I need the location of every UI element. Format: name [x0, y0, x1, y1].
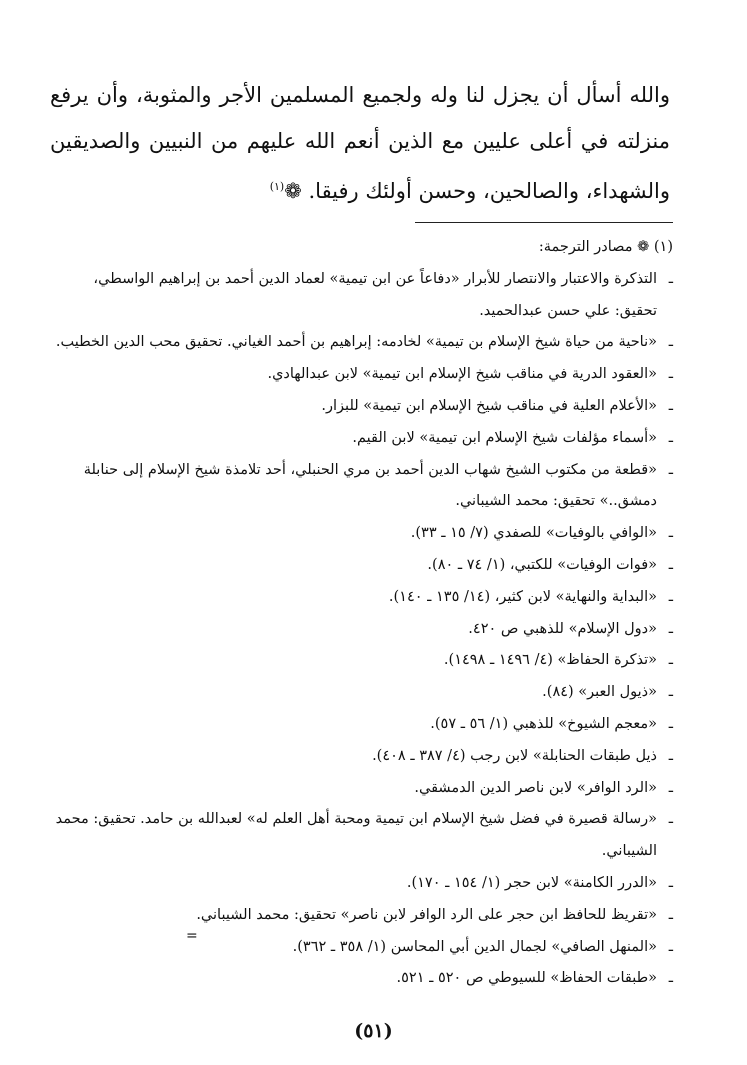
footnote-item: [52, 614, 673, 646]
footnote-item: [52, 868, 673, 900]
footnote-item-text: «دول الإسلام» للذهبي ص ٤٢٠.: [468, 620, 657, 637]
footnote-item: [52, 518, 673, 550]
footnote-item-dash: ـ: [668, 620, 673, 637]
footnote-item-dash: ـ: [668, 270, 673, 287]
footnote-item-dash: ـ: [668, 652, 673, 669]
continuation-mark: =: [186, 928, 198, 944]
footnote-item: [52, 804, 673, 868]
footnote-item-text: «ذيول العبر» (٨٤).: [542, 684, 657, 701]
footnote-item: [52, 773, 673, 805]
footnote-item-dash: ـ: [668, 970, 673, 987]
footnote-item-text: «الدرر الكامنة» لابن حجر (١/ ١٥٤ ـ ١٧٠).: [406, 874, 657, 891]
footnote-item: [52, 741, 673, 773]
footnote-item-dash: ـ: [668, 334, 673, 351]
footnote-item-text: «الأعلام العلية في مناقب شيخ الإسلام ابن تيمية» للبزار.: [321, 397, 657, 414]
footnote-item: [52, 582, 673, 614]
footnote-item: [52, 550, 673, 582]
footnote-item-text: «طبقات الحفاظ» للسيوطي ص ٥٢٠ ـ ٥٢١.: [396, 970, 657, 987]
footnote-item-text: «المنهل الصافي» لجمال الدين أبي المحاسن (١/ ٣٥٨ ـ ٣٦٢).: [292, 938, 657, 955]
footnote-item-dash: ـ: [668, 811, 673, 828]
footnote-item-text: «فوات الوفيات» للكتبي، (١/ ٧٤ ـ ٨٠).: [427, 556, 657, 573]
footnote-item-text: «العقود الدرية في مناقب شيخ الإسلام ابن تيمية» لابن عبدالهادي.: [267, 366, 657, 383]
footnote-item: [52, 264, 673, 328]
footnote-item: [52, 900, 673, 932]
footnote-item: [52, 327, 673, 359]
footnote-item: [52, 932, 673, 964]
footnote-item: [52, 709, 673, 741]
footnote-item: [52, 455, 673, 519]
footnote-item-text: «تذكرة الحفاظ» (٤/ ١٤٩٦ ـ ١٤٩٨).: [443, 652, 657, 669]
footnote-item: [52, 359, 673, 391]
footnote-item-dash: ـ: [668, 366, 673, 383]
footnote-item-dash: ـ: [668, 397, 673, 414]
footnote-item-text: «رسالة قصيرة في فضل شيخ الإسلام ابن تيمية ومحبة أهل العلم له» لعبدالله بن حامد. تحقيق: محمد الشيباني.: [55, 811, 657, 860]
footnote-item: [52, 645, 673, 677]
footnote-item-text: «معجم الشيوخ» للذهبي (١/ ٥٦ ـ ٥٧).: [430, 715, 657, 732]
footnote-item-dash: ـ: [668, 715, 673, 732]
footnote-item-dash: ـ: [668, 684, 673, 701]
footnote-item: [52, 423, 673, 455]
footnote-item: [52, 677, 673, 709]
footnote-item-dash: ـ: [668, 874, 673, 891]
footnote-item-text: «أسماء مؤلفات شيخ الإسلام ابن تيمية» لابن القيم.: [352, 429, 657, 446]
footnote-item-dash: ـ: [668, 525, 673, 542]
footnote-item-dash: ـ: [668, 588, 673, 605]
footnote-item-dash: ـ: [668, 747, 673, 764]
footnote-item-text: «الوافي بالوفيات» للصفدي (٧/ ١٥ ـ ٣٣).: [410, 525, 657, 542]
footnote-item-text: «تقريظ للحافظ ابن حجر على الرد الوافر لابن ناصر» تحقيق: محمد الشيباني.: [196, 906, 657, 923]
footnote-item: [52, 963, 673, 995]
page-number: (٥١): [354, 1020, 393, 1042]
footnote-item-dash: ـ: [668, 556, 673, 573]
footnote-item-text: «البداية والنهاية» لابن كثير، (١٤/ ١٣٥ ـ ١٤٠).: [388, 588, 657, 605]
main-paragraph: [50, 72, 670, 214]
footnote-item-text: التذكرة والاعتبار والانتصار للأبرار «دفاعاً عن ابن تيمية» لعماد الدين أحمد بن إبراهيم الواسطي، تحقيق: علي حسن عبدالحميد.: [93, 270, 657, 319]
footnote-item-text: «الرد الوافر» لابن ناصر الدين الدمشقي.: [414, 779, 657, 796]
footnote-item-text: ذيل طبقات الحنابلة» لابن رجب (٤/ ٣٨٧ ـ ٤٠٨).: [372, 747, 657, 764]
footnote-item-text: «ناحية من حياة شيخ الإسلام بن تيمية» لخادمه: إبراهيم بن أحمد الغياني. تحقيق محب الدين الخطيب.: [55, 334, 657, 351]
footnotes-section: [52, 232, 673, 995]
footnote-list: [52, 264, 673, 995]
footnote-heading: (١) ❁ مصادر الترجمة:: [538, 239, 673, 255]
footnote-separator: [415, 222, 673, 223]
footnote-item-text: «قطعة من مكتوب الشيخ شهاب الدين أحمد بن مري الحنبلي، أحد تلامذة شيخ الإسلام إلى حنابلة دمشق..» تحقيق: محمد الشيباني.: [83, 461, 657, 510]
footnote-reference: (١): [269, 180, 285, 193]
footnote-item-dash: ـ: [668, 779, 673, 796]
footnote-item-dash: ـ: [668, 429, 673, 446]
footnote-item-dash: ـ: [668, 906, 673, 923]
footnote-item-dash: ـ: [668, 461, 673, 478]
main-paragraph-text: والله أسأل أن يجزل لنا وله ولجميع المسلمين الأجر والمثوبة، وأن يرفع منزلته في أعلى عليين مع الذين أنعم الله عليهم من النبيين والصديقين والشهداء، والصالحين، وحسن أولئك رفيقا. ❁: [50, 83, 670, 203]
footnote-item-dash: ـ: [668, 938, 673, 955]
footnote-item: [52, 391, 673, 423]
